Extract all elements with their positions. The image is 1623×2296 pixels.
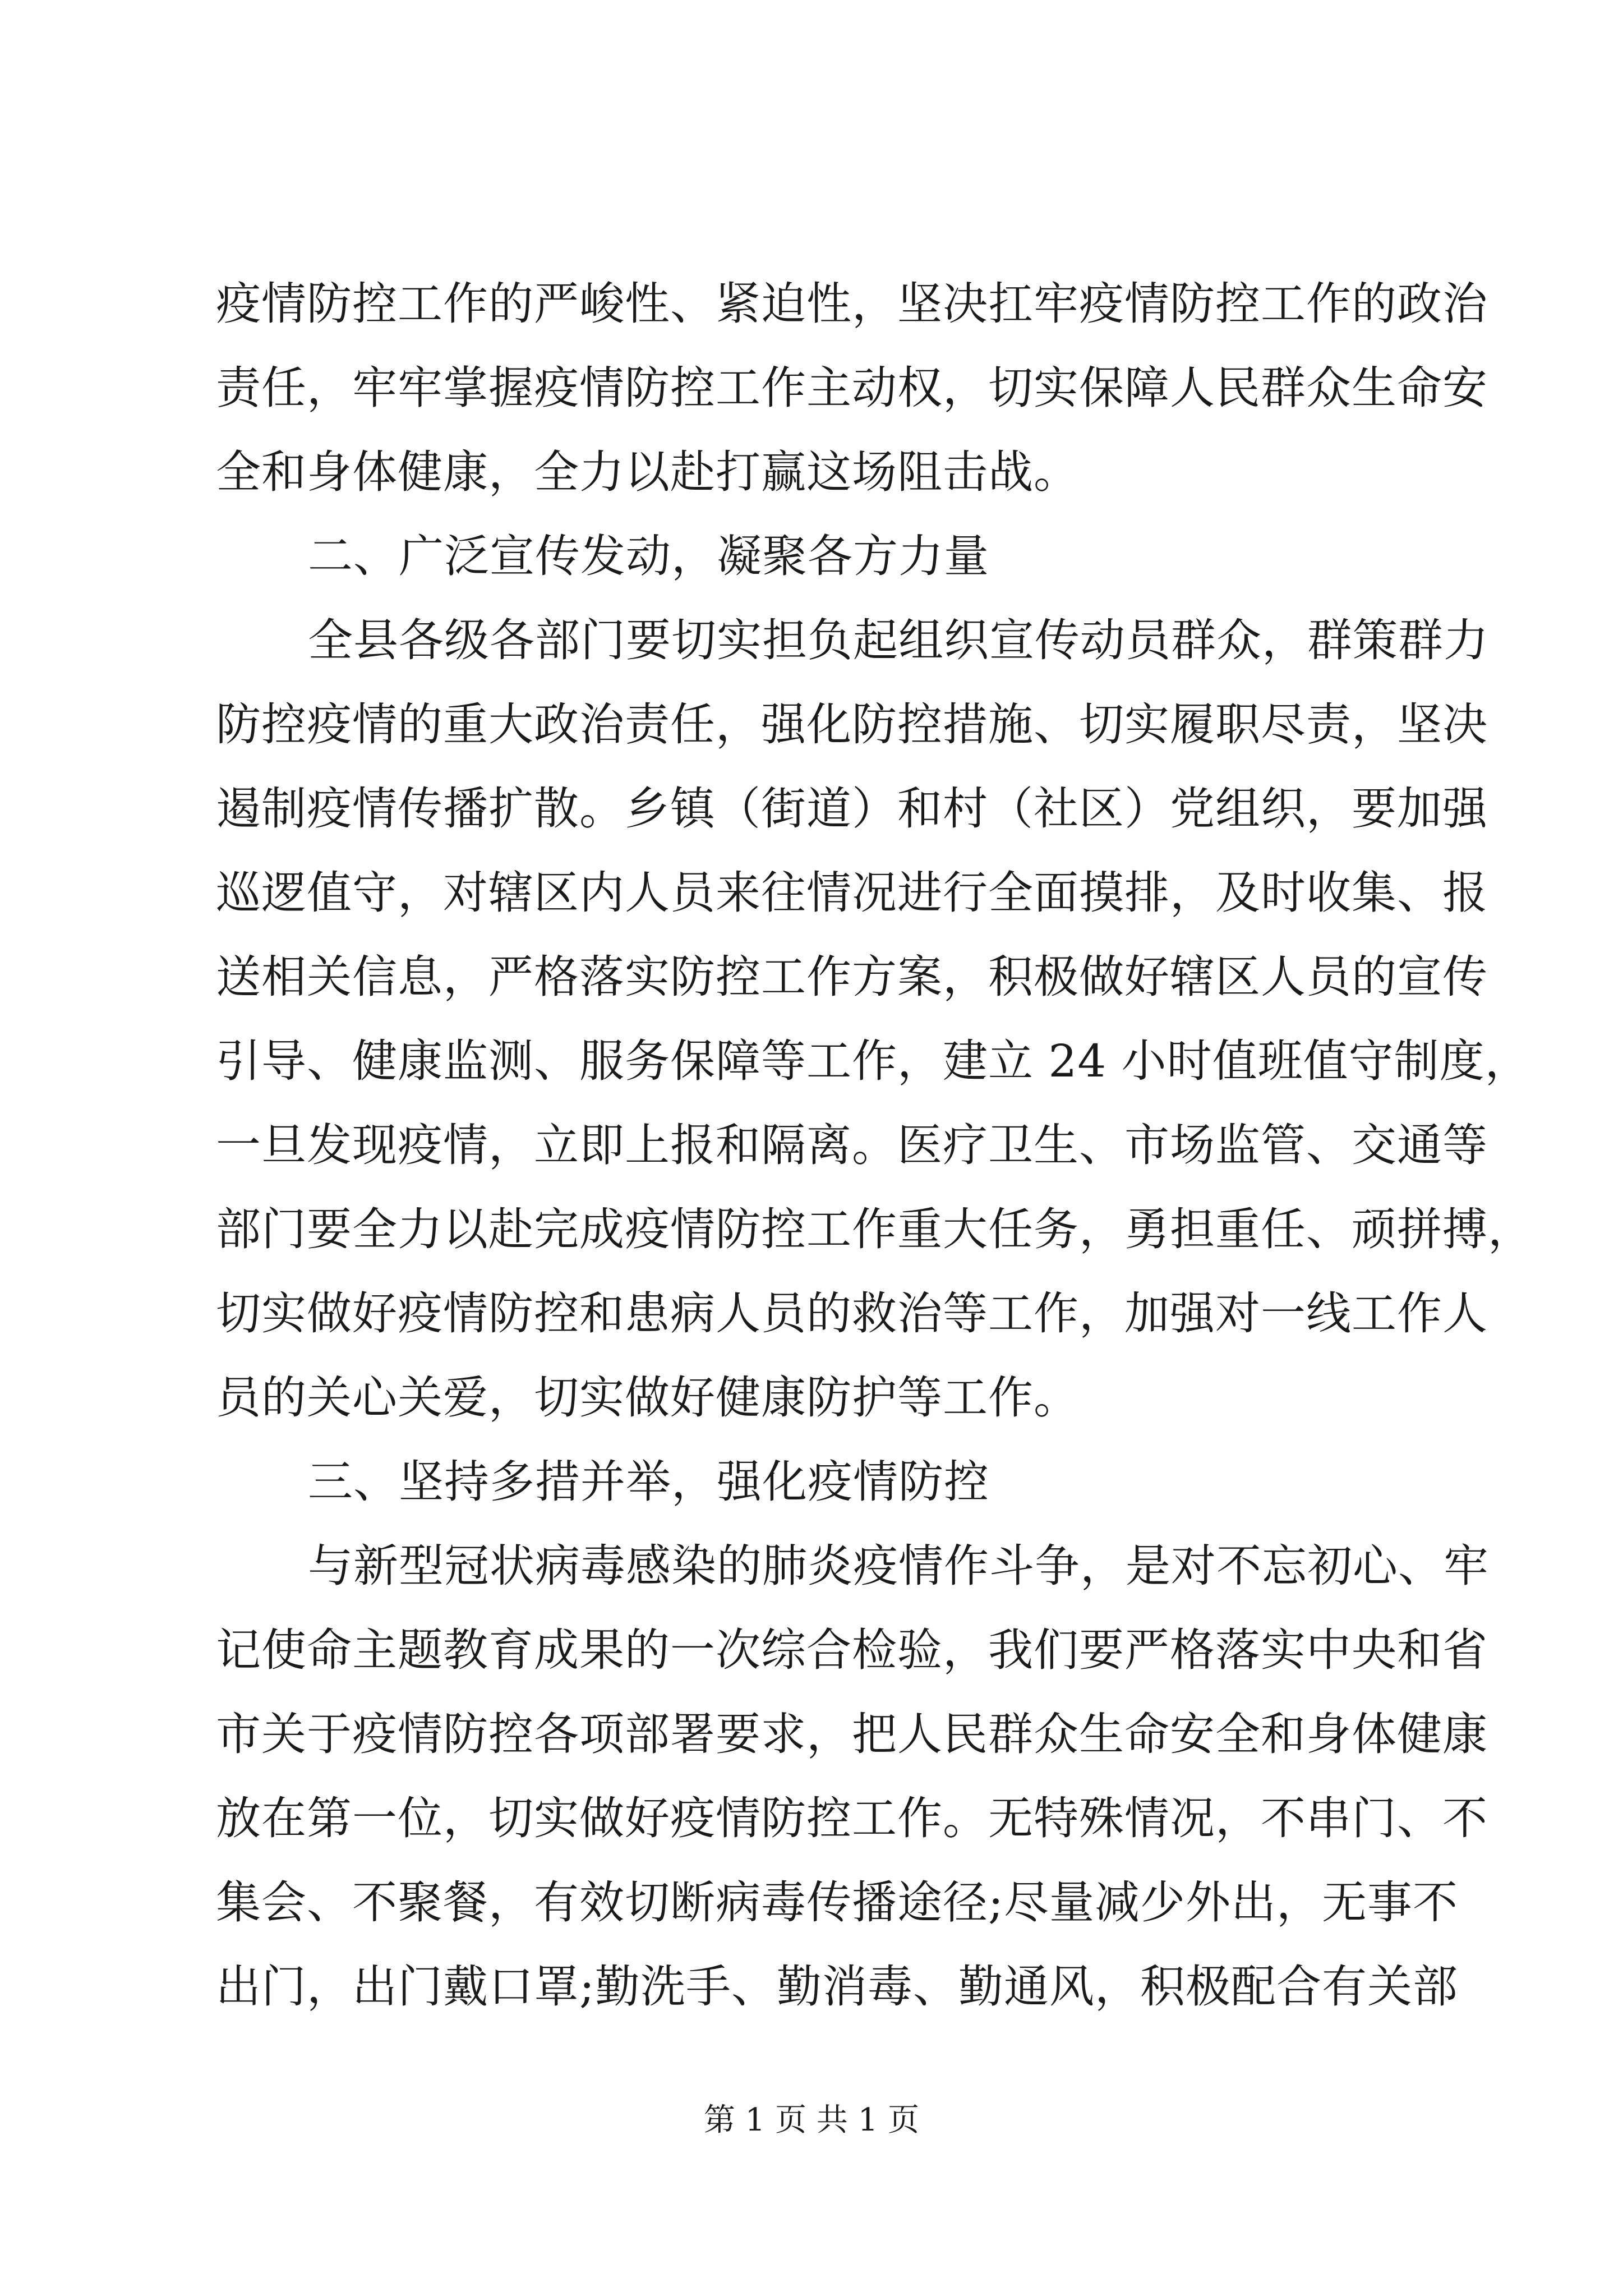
text-line: 全和身体健康，全力以赴打赢这场阻击战。 (216, 446, 1079, 498)
text-line: 巡逻值守，对辖区内人员来往情况进行全面摸排，及时收集、报 (216, 867, 1488, 919)
page-number: 第 1 页 共 1 页 (703, 2102, 920, 2138)
page-footer (0, 2098, 1623, 2143)
text-line: 与新型冠状病毒感染的肺炎疫情作斗争，是对不忘初心、牢 (308, 1540, 1489, 1592)
text-line: 记使命主题教育成果的一次综合检验，我们要严格落实中央和省 (216, 1624, 1488, 1676)
text-line: 员的关心关爱，切实做好健康防护等工作。 (216, 1372, 1079, 1424)
document-body (216, 262, 1533, 2029)
text-line: 遏制疫情传播扩散。乡镇（街道）和村（社区）党组织，要加强 (216, 783, 1488, 835)
text-line: 集会、不聚餐，有效切断病毒传播途径;尽量减少外出，无事不 (216, 1876, 1458, 1929)
text-line: 一旦发现疫情，立即上报和隔离。医疗卫生、市场监管、交通等 (216, 1119, 1488, 1171)
text-line: 责任，牢牢掌握疫情防控工作主动权，切实保障人民群众生命安 (216, 362, 1488, 414)
text-line: 市关于疫情防控各项部署要求，把人民群众生命安全和身体健康 (216, 1708, 1488, 1760)
text-line: 送相关信息，严格落实防控工作方案，积极做好辖区人员的宣传 (216, 951, 1488, 1003)
text-line: 疫情防控工作的严峻性、紧迫性，坚决扛牢疫情防控工作的政治 (216, 278, 1488, 330)
text-line: 放在第一位，切实做好疫情防控工作。无特殊情况，不串门、不 (216, 1792, 1488, 1844)
text-line: 全县各级各部门要切实担负起组织宣传动员群众，群策群力 (308, 614, 1489, 666)
text-line: 部门要全力以赴完成疫情防控工作重大任务，勇担重任、顽拼搏， (216, 1203, 1533, 1255)
text-line: 防控疫情的重大政治责任，强化防控措施、切实履职尽责，坚决 (216, 698, 1488, 751)
text-line: 切实做好疫情防控和患病人员的救治等工作，加强对一线工作人 (216, 1287, 1488, 1340)
text-line: 引导、健康监测、服务保障等工作，建立 24 小时值班值守制度， (216, 1035, 1530, 1087)
section-heading: 三、坚持多措并举，强化疫情防控 (308, 1456, 989, 1508)
section-heading: 二、广泛宣传发动，凝聚各方力量 (308, 530, 989, 582)
text-line: 出门，出门戴口罩;勤洗手、勤消毒、勤通风，积极配合有关部 (216, 1961, 1458, 2013)
